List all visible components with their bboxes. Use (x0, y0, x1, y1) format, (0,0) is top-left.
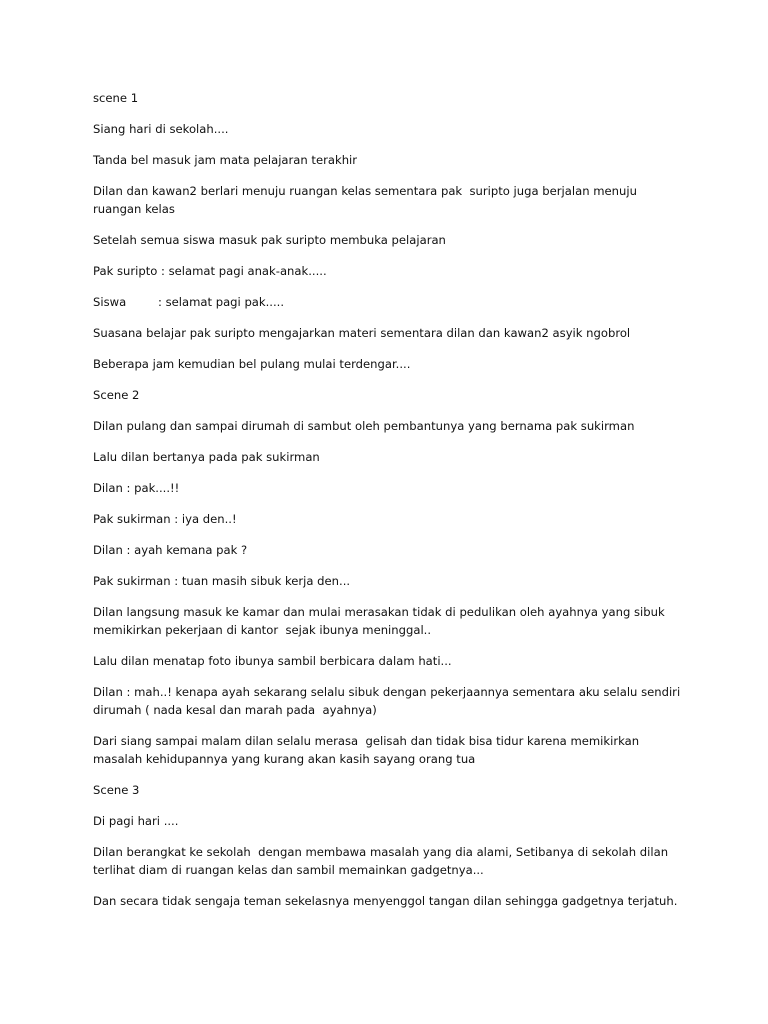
paragraph: Dari siang sampai malam dilan selalu merasa gelisah dan tidak bisa tidur karena memikirkan masalah kehidupannya yang kurang akan kasih sayang orang tua (93, 734, 640, 766)
paragraph: Di pagi hari .... (93, 814, 179, 828)
paragraph: Dan secara tidak sengaja teman sekelasnya menyenggol tangan dilan sehingga gadgetnya terjatuh. (93, 894, 678, 908)
paragraph: Dilan berangkat ke sekolah dengan membawa masalah yang dia alami, Setibanya di sekolah dilan terlihat diam di ruangan kelas dan sambil memainkan gadgetnya... (93, 845, 669, 877)
paragraph: Tanda bel masuk jam mata pelajaran terakhir (93, 153, 358, 167)
dialogue-line: Pak sukirman : tuan masih sibuk kerja den... (93, 574, 351, 588)
paragraph: Suasana belajar pak suripto mengajarkan materi sementara dilan dan kawan2 asyik ngobrol (93, 326, 631, 340)
paragraph: Setelah semua siswa masuk pak suripto membuka pelajaran (93, 233, 446, 247)
dialogue-text: : selamat pagi pak..... (158, 295, 285, 309)
paragraph: Dilan langsung masuk ke kamar dan mulai merasakan tidak di pedulikan oleh ayahnya yang sibuk memikirkan pekerjaan di kantor sejak ibunya meninggal.. (93, 605, 665, 637)
scene-heading: Scene 3 (93, 783, 140, 797)
dialogue-line: Dilan : ayah kemana pak ? (93, 543, 248, 557)
dialogue-line: Dilan : mah..! kenapa ayah sekarang selalu sibuk dengan pekerjaannya sementara aku selalu sendiri dirumah ( nada kesal dan marah pada ayahnya) (93, 685, 681, 717)
paragraph: Siang hari di sekolah.... (93, 122, 229, 136)
scene-heading: scene 1 (93, 91, 139, 105)
paragraph: Dilan dan kawan2 berlari menuju ruangan kelas sementara pak suripto juga berjalan menuju ruangan kelas (93, 184, 637, 216)
scene-heading: Scene 2 (93, 388, 140, 402)
paragraph: Lalu dilan bertanya pada pak sukirman (93, 450, 320, 464)
paragraph: Lalu dilan menatap foto ibunya sambil berbicara dalam hati... (93, 654, 452, 668)
paragraph: Beberapa jam kemudian bel pulang mulai terdengar.... (93, 357, 411, 371)
speaker-name: Siswa (93, 295, 127, 309)
dialogue-line: Dilan : pak....!! (93, 481, 180, 495)
document-page (93, 89, 693, 923)
dialogue-line-siswa (93, 293, 693, 311)
dialogue-line: Pak suripto : selamat pagi anak-anak..... (93, 264, 327, 278)
dialogue-line: Pak sukirman : iya den..! (93, 512, 237, 526)
paragraph: Dilan pulang dan sampai dirumah di sambut oleh pembantunya yang bernama pak sukirman (93, 419, 635, 433)
